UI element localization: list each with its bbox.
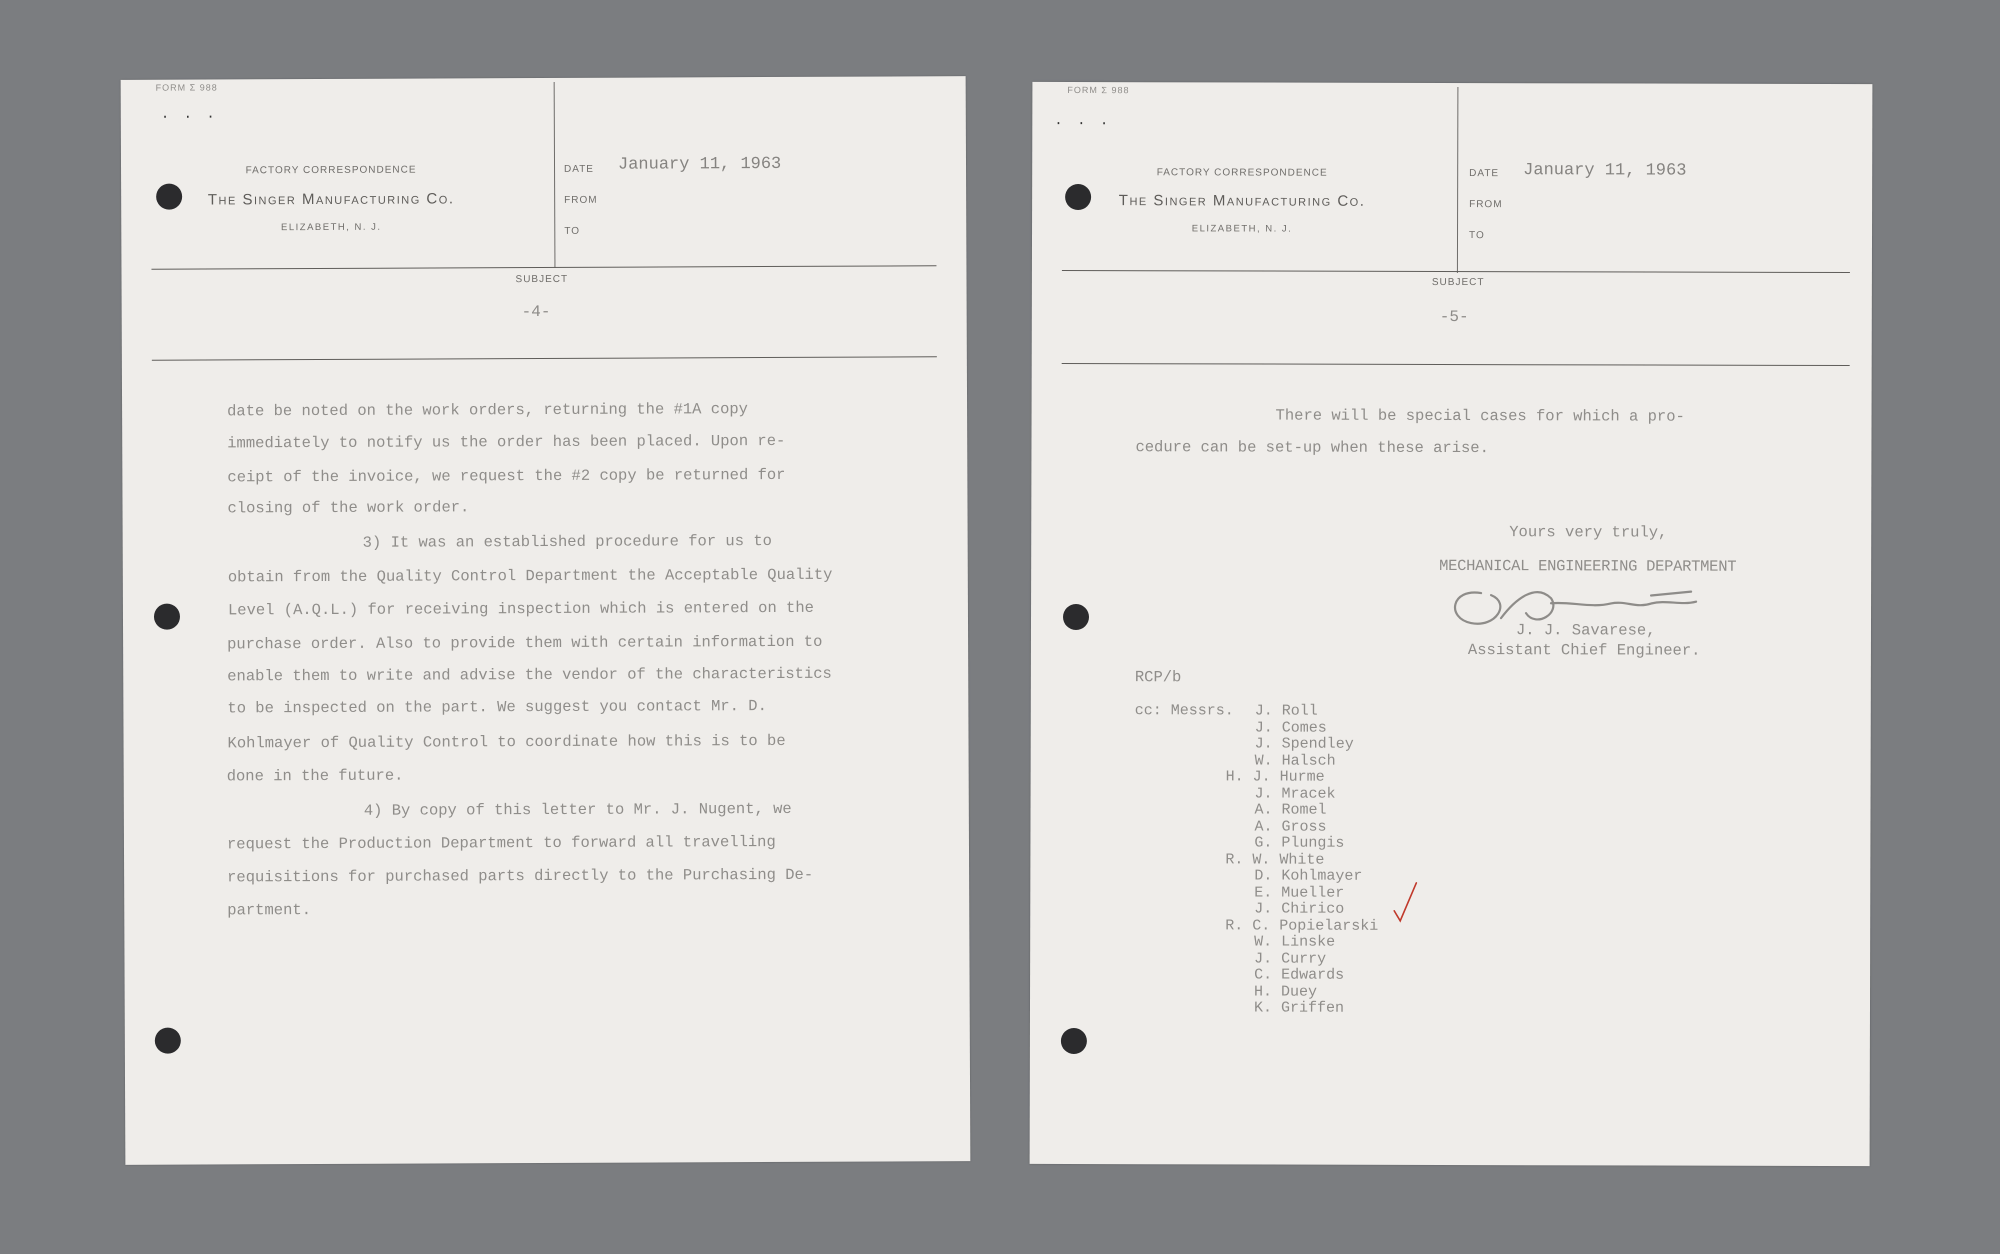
cc-recipient: W. Halsch bbox=[1254, 751, 1336, 770]
punch-hole bbox=[154, 604, 180, 630]
red-check-mark bbox=[1392, 881, 1418, 925]
company-city: ELIZABETH, N. J. bbox=[280, 221, 382, 234]
cc-recipient: W. Linske bbox=[1254, 933, 1336, 951]
subject-label: SUBJECT bbox=[1431, 276, 1485, 289]
body-line: immediately to notify us the order has been placed. Upon re- bbox=[227, 431, 786, 453]
cc-recipient: H. J. Hurme bbox=[1225, 768, 1325, 786]
body-line: There will be special cases for which a pro- bbox=[1275, 406, 1685, 426]
cc-recipient: J. Spendley bbox=[1254, 735, 1354, 753]
punch-hole bbox=[1061, 1028, 1087, 1054]
signer-title: Assistant Chief Engineer. bbox=[1467, 641, 1701, 660]
body-line: closing of the work order. bbox=[227, 498, 470, 518]
factory-correspondence-label: FACTORY CORRESPONDENCE bbox=[1156, 167, 1328, 179]
body-line: to be inspected on the part. We suggest you contact Mr. D. bbox=[227, 697, 767, 718]
ink-specks: · · · bbox=[1054, 115, 1112, 133]
cc-recipient: H. Duey bbox=[1254, 982, 1318, 1001]
body-line: request the Production Department to forward all travelling bbox=[226, 832, 776, 854]
body-line: enable them to write and advise the vendor of the characteristics bbox=[227, 664, 832, 686]
body-line: purchase order. Also to provide them with certain information to bbox=[227, 632, 823, 654]
to-label: TO bbox=[564, 225, 581, 237]
date-value: January 11, 1963 bbox=[617, 154, 782, 175]
body-line: obtain from the Quality Control Department the Acceptable Quality bbox=[227, 565, 833, 587]
date-value: January 11, 1963 bbox=[1523, 161, 1687, 181]
body-line: date be noted on the work orders, returning the #1A copy bbox=[227, 400, 749, 421]
company-city: ELIZABETH, N. J. bbox=[1191, 223, 1293, 235]
punch-hole bbox=[1063, 604, 1089, 630]
cc-recipient: G. Plungis bbox=[1254, 834, 1345, 852]
page-number: -4- bbox=[521, 302, 551, 322]
punch-hole bbox=[155, 1028, 181, 1054]
department-name: MECHANICAL ENGINEERING DEPARTMENT bbox=[1439, 556, 1737, 576]
cc-recipient: J. Comes bbox=[1254, 718, 1327, 737]
factory-correspondence-label: FACTORY CORRESPONDENCE bbox=[245, 164, 417, 177]
letter-page-4 bbox=[121, 76, 971, 1165]
body-line: partment. bbox=[227, 901, 312, 920]
date-label: DATE bbox=[564, 163, 594, 175]
to-label: TO bbox=[1469, 230, 1485, 242]
cc-recipient: J. Roll bbox=[1254, 702, 1318, 720]
cc-recipient: R. W. White bbox=[1225, 850, 1325, 869]
body-line: done in the future. bbox=[226, 766, 404, 786]
header-divider bbox=[1457, 87, 1458, 273]
body-line: 3) It was an established procedure for us to bbox=[362, 532, 772, 552]
signer-name: J. J. Savarese, bbox=[1515, 621, 1656, 640]
cc-recipient: A. Gross bbox=[1254, 817, 1327, 836]
page-number: -5- bbox=[1439, 307, 1469, 327]
cc-recipient: J. Curry bbox=[1254, 949, 1327, 968]
from-label: FROM bbox=[1469, 199, 1503, 211]
subject-rule bbox=[152, 356, 937, 360]
letter-page-5 bbox=[1030, 82, 1873, 1166]
from-label: FROM bbox=[564, 194, 598, 206]
cc-recipient: K. Griffen bbox=[1253, 999, 1345, 1017]
typist-initials: RCP/b bbox=[1134, 668, 1182, 687]
closing: Yours very truly, bbox=[1509, 523, 1668, 542]
company-name: The Singer Manufacturing Co. bbox=[1118, 192, 1366, 210]
date-label: DATE bbox=[1469, 168, 1500, 180]
body-line: requisitions for purchased parts directly to the Purchasing De- bbox=[227, 865, 814, 887]
body-line: 4) By copy of this letter to Mr. J. Nugent, we bbox=[363, 799, 792, 820]
form-number: FORM Σ 988 bbox=[1067, 84, 1130, 96]
cc-label: cc: Messrs. bbox=[1134, 702, 1234, 720]
body-line: Kohlmayer of Quality Control to coordinate how this is to be bbox=[227, 731, 786, 753]
form-number: FORM Σ 988 bbox=[155, 82, 218, 93]
cc-recipient: J. Chirico bbox=[1254, 900, 1345, 918]
subject-label: SUBJECT bbox=[515, 273, 569, 286]
company-name: The Singer Manufacturing Co. bbox=[207, 190, 455, 209]
cc-recipient: R. C. Popielarski bbox=[1225, 916, 1379, 935]
subject-rule bbox=[1062, 363, 1850, 366]
body-line: ceipt of the invoice, we request the #2 copy be returned for bbox=[227, 465, 786, 487]
cc-recipient: E. Mueller bbox=[1254, 883, 1345, 902]
header-divider bbox=[554, 82, 556, 268]
cc-recipient: C. Edwards bbox=[1254, 966, 1345, 984]
ink-specks: · · · bbox=[160, 109, 218, 126]
body-line: cedure can be set-up when these arise. bbox=[1135, 438, 1489, 458]
cc-recipient: J. Mracek bbox=[1254, 784, 1336, 803]
header-rule bbox=[151, 265, 936, 269]
cc-recipient: A. Romel bbox=[1254, 801, 1327, 819]
body-line: Level (A.Q.L.) for receiving inspection which is entered on the bbox=[227, 598, 814, 620]
cc-recipient: D. Kohlmayer bbox=[1254, 867, 1363, 885]
